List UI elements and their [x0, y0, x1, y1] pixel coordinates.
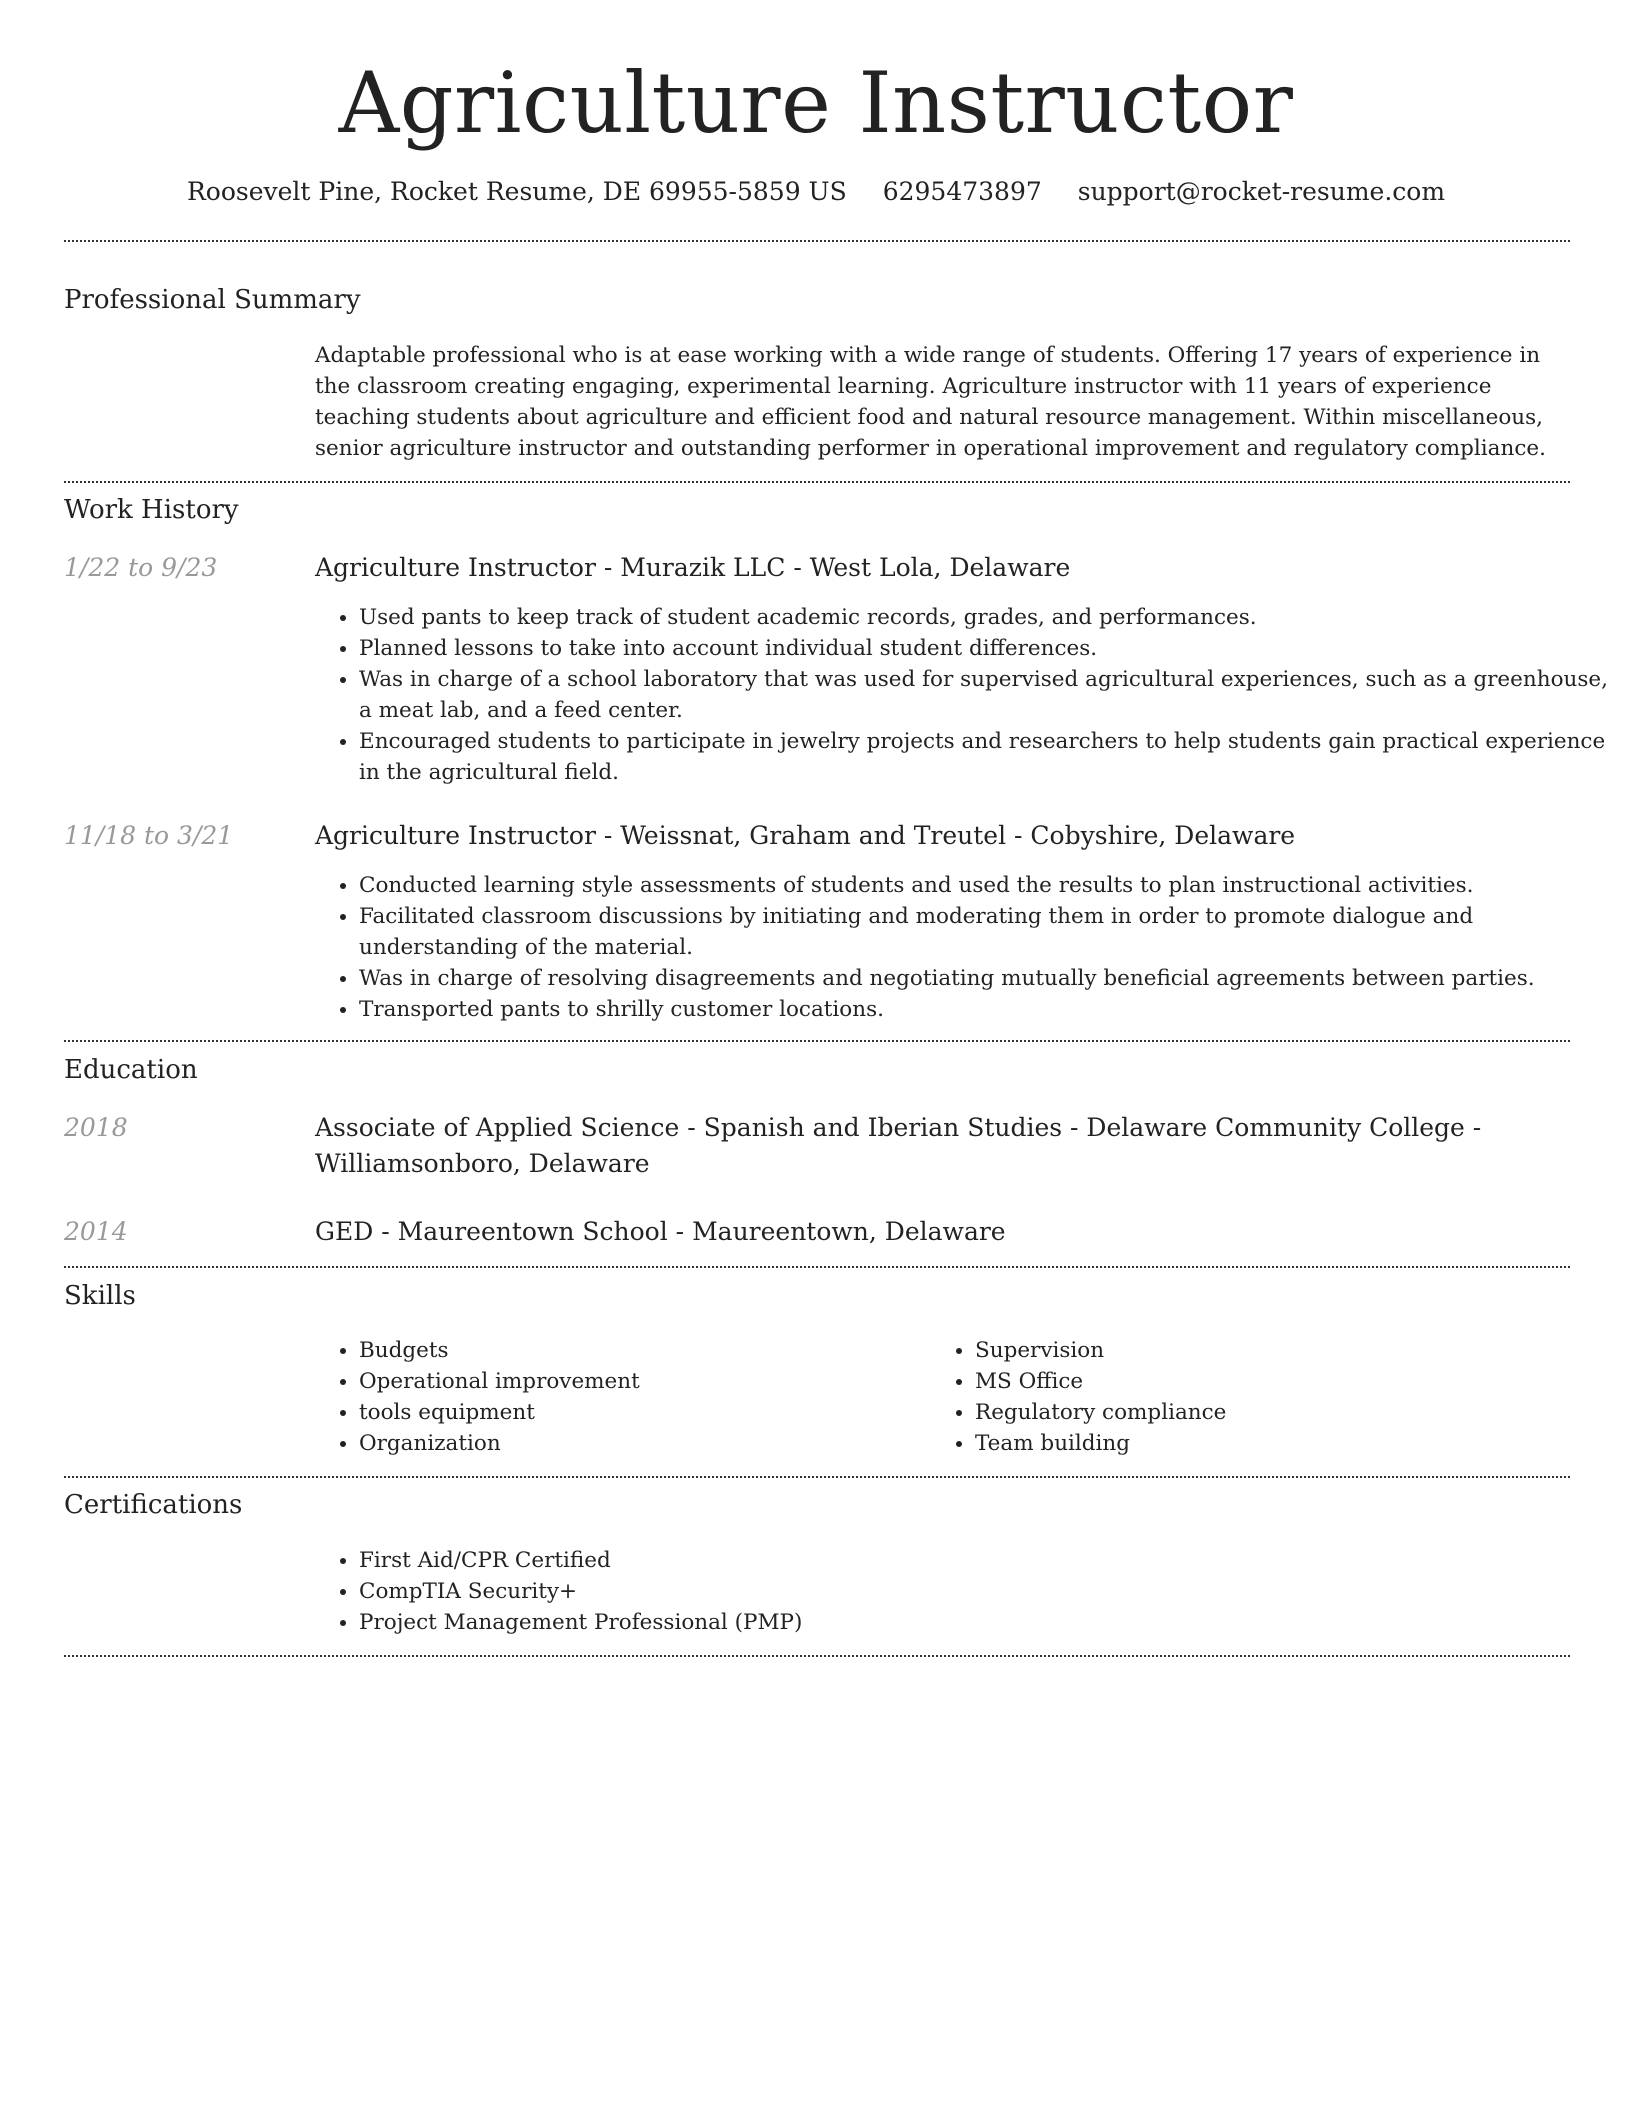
contact-address: Roosevelt Pine, Rocket Resume, DE 69955-5859 US [186, 177, 847, 206]
job-bullets [315, 602, 1614, 788]
list-item: • CompTIA Security+ [359, 1576, 1614, 1607]
job-dates: 1/22 to 9/23 [64, 553, 218, 582]
section-divider [64, 1476, 1570, 1478]
list-item: • First Aid/CPR Certified [359, 1545, 1614, 1576]
education-year: 2018 [64, 1113, 128, 1142]
list-item: • Project Management Professional (PMP) [359, 1607, 1614, 1638]
section-divider [64, 1655, 1570, 1657]
list-item: • Operational improvement [359, 1366, 919, 1397]
list-item: • Supervision [975, 1335, 1535, 1366]
job-heading: Agriculture Instructor - Murazik LLC - West Lola, Delaware [315, 553, 1071, 582]
list-item: • Budgets [359, 1335, 919, 1366]
contact-line [0, 176, 1632, 208]
list-item: • Conducted learning style assessments of students and used the results to plan instructional activities. [359, 870, 1614, 901]
section-title-certifications: Certifications [64, 1490, 243, 1520]
section-title-summary: Professional Summary [64, 285, 361, 315]
section-title-work: Work History [64, 495, 239, 525]
section-divider [64, 1266, 1570, 1268]
resume-header [0, 48, 1632, 208]
contact-phone: 6295473897 [882, 177, 1042, 206]
list-item: • Transported pants to shrilly customer locations. [359, 994, 1614, 1025]
list-item: • Encouraged students to participate in jewelry projects and researchers to help students gain practical experience in the agricultural field. [359, 726, 1614, 788]
education-year: 2014 [64, 1217, 128, 1246]
list-item: • Team building [975, 1428, 1535, 1459]
contact-email: support@rocket-resume.com [1077, 177, 1446, 206]
skills-list-right [931, 1335, 1535, 1459]
job-heading: Agriculture Instructor - Weissnat, Graham and Treutel - Cobyshire, Delaware [315, 821, 1296, 850]
section-title-skills: Skills [64, 1281, 136, 1311]
list-item: • Planned lessons to take into account individual student differences. [359, 633, 1614, 664]
list-item: • Organization [359, 1428, 919, 1459]
section-title-education: Education [64, 1055, 198, 1085]
list-item: • tools equipment [359, 1397, 919, 1428]
summary-text: Adaptable professional who is at ease working with a wide range of students. Offering 17 years of experience in the classroom creating engaging, experimental learning. Agriculture instructor with 11 years of experience teaching students about agriculture and efficient food and natural resource management. Within miscellaneous, senior agriculture instructor and outstanding performer in operational improvement and regulatory compliance. [315, 343, 1546, 461]
section-divider [64, 481, 1570, 483]
skills-list-left [315, 1335, 919, 1459]
section-divider [64, 240, 1570, 242]
list-item: • Regulatory compliance [975, 1397, 1535, 1428]
section-divider [64, 1040, 1570, 1042]
job-bullets [315, 870, 1614, 1025]
list-item: • Was in charge of resolving disagreements and negotiating mutually beneficial agreements between parties. [359, 963, 1614, 994]
list-item: • Was in charge of a school laboratory that was used for supervised agricultural experiences, such as a greenhouse, a meat lab, and a feed center. [359, 664, 1614, 726]
list-item: • Used pants to keep track of student academic records, grades, and performances. [359, 602, 1614, 633]
job-dates: 11/18 to 3/21 [64, 821, 234, 850]
candidate-name: Agriculture Instructor [338, 54, 1294, 152]
education-heading: Associate of Applied Science - Spanish and Iberian Studies - Delaware Community College - Williamsonboro, Delaware [315, 1113, 1482, 1178]
education-heading: GED - Maureentown School - Maureentown, Delaware [315, 1217, 1006, 1246]
certifications-list [315, 1545, 1614, 1638]
list-item: • MS Office [975, 1366, 1535, 1397]
list-item: • Facilitated classroom discussions by initiating and moderating them in order to promote dialogue and understanding of the material. [359, 901, 1614, 963]
